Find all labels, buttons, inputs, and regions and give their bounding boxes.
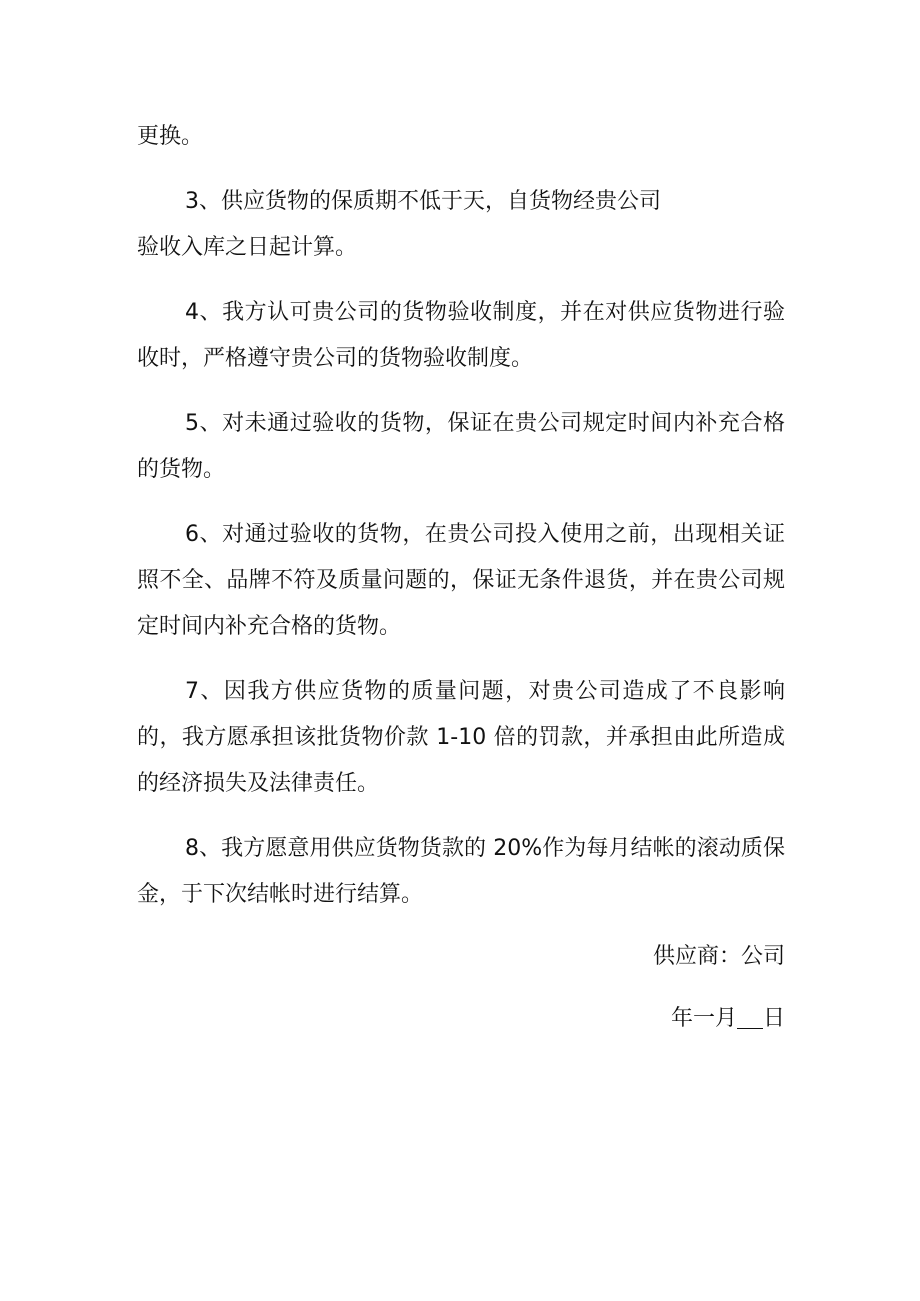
day-blank xyxy=(737,1006,763,1029)
clause-8: 8、我方愿意用供应货物货款的 20%作为每月结帐的滚动质保金，于下次结帐时进行结算。 xyxy=(137,836,785,907)
clause-6: 6、对通过验收的货物，在贵公司投入使用之前，出现相关证照不全、品牌不符及质量问题的，保证无条件退货，并在贵公司规定时间内补充合格的货物。 xyxy=(137,522,785,639)
clause-4: 4、我方认可贵公司的货物验收制度，并在对供应货物进行验收时，严格遵守贵公司的货物验收制度。 xyxy=(137,300,785,371)
clause-3-line-1: 3、供应货物的保质期不低于天，自货物经贵公司 xyxy=(185,189,661,214)
date-day: 日 xyxy=(762,1006,785,1031)
signature-date xyxy=(137,996,785,1042)
clause-3 xyxy=(137,179,785,271)
supplier-signature: 供应商：公司 xyxy=(652,944,785,969)
date-year-month: 年一月 xyxy=(670,1006,737,1031)
clause-7: 7、因我方供应货物的质量问题，对贵公司造成了不良影响的，我方愿承担该批货物价款 1-10 倍的罚款，并承担由此所造成的经济损失及法律责任。 xyxy=(137,679,785,796)
clause-3-line-2: 验收入库之日起计算。 xyxy=(137,235,358,260)
continuation-text: 更换。 xyxy=(137,124,204,149)
clause-5: 5、对未通过验收的货物，保证在贵公司规定时间内补充合格的货物。 xyxy=(137,411,785,482)
document-body xyxy=(137,114,785,1042)
